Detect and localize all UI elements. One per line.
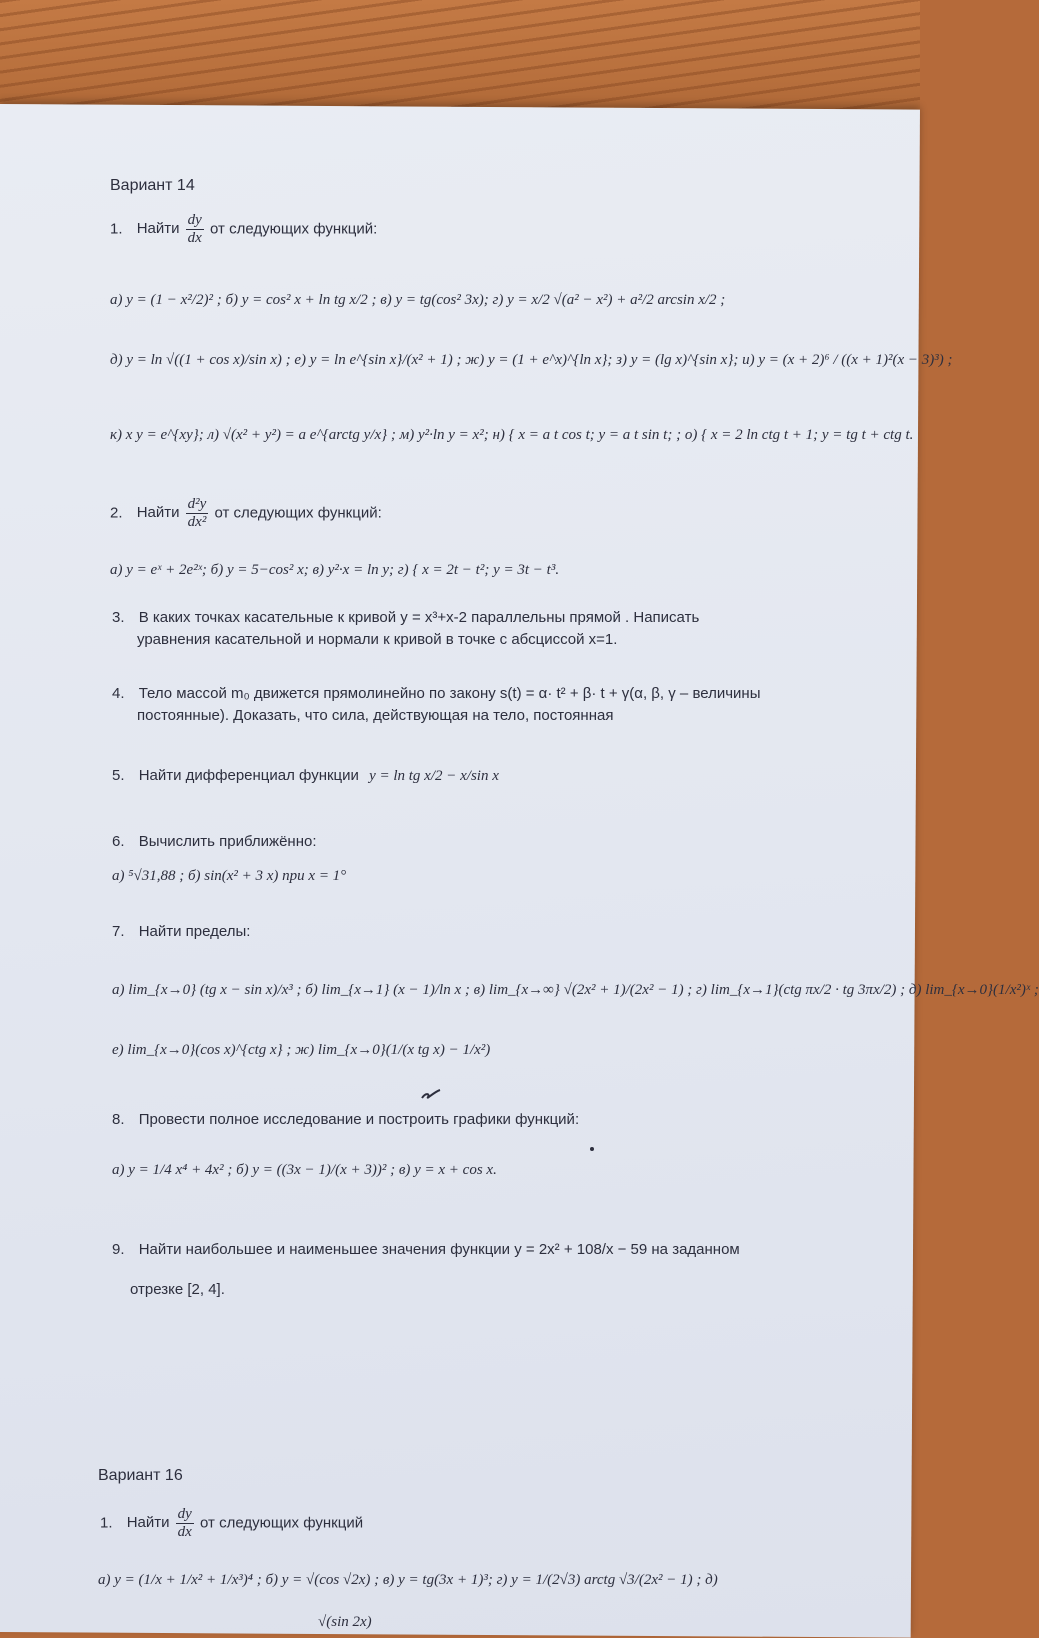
variant-16-title: Вариант 16 — [98, 1467, 183, 1484]
task-4 — [112, 684, 760, 704]
task-4-line-2: постоянные). Доказать, что сила, действующая на тело, постоянная — [137, 707, 614, 724]
task-number: 4. — [112, 685, 125, 702]
task-text: Найти — [136, 504, 180, 522]
ink-mark — [420, 1088, 442, 1100]
fraction-denominator: dx — [177, 1524, 192, 1540]
task-number: 7. — [112, 923, 125, 940]
task-6-row-1: а) ⁵√31,88 ; б) sin(x² + 3 x) при x = 1° — [112, 868, 347, 884]
task-number: 2. — [110, 504, 123, 522]
task-1-row-2: д) y = ln √((1 + cos x)/sin x) ; е) y = ln e^{sin x}/(x² + 1) ; ж) y = (1 + e^x)^{ln x}; з) y = (lg x)^{sin x}; и) y = (x + 2)⁶ / ((x + 1)²(x − 3)³) ; — [110, 352, 953, 368]
task-number: 5. — [112, 767, 125, 784]
task-text: Найти дифференциал функции — [138, 767, 359, 784]
derivative-fraction — [186, 212, 204, 247]
task-text: Тело массой m₀ движется прямолинейно по закону s(t) = α· t² + β· t + γ(α, β, γ – величины — [138, 685, 761, 702]
second-derivative-fraction — [186, 496, 209, 531]
task-3 — [112, 608, 699, 628]
derivative-fraction — [176, 1506, 194, 1541]
task-2-row-1: а) y = eˣ + 2e²ˣ; б) y = 5−cos² x; в) y²·x = ln y; г) { x = 2t − t²; y = 3t − t³. — [110, 562, 560, 578]
variant-16-task-1-row-2: √(sin 2x) — [318, 1614, 372, 1630]
task-formula: y = ln tg x/2 − x/sin x — [369, 768, 499, 784]
task-number: 9. — [112, 1241, 125, 1258]
task-text: Найти — [126, 1514, 170, 1532]
task-3-line-2: уравнения касательной и нормали к кривой в точке с абсциссой x=1. — [137, 631, 618, 648]
task-text: Найти — [136, 220, 180, 238]
task-8 — [112, 1110, 579, 1130]
task-number: 3. — [112, 609, 125, 626]
fraction-denominator: dx — [187, 230, 202, 246]
task-1-row-1: а) y = (1 − x²/2)² ; б) y = cos² x + ln tg x/2 ; в) y = tg(cos² 3x); г) y = x/2 √(a² − x²) + a²/2 arcsin x/2 ; — [110, 292, 726, 308]
task-text: от следующих функций — [200, 1514, 364, 1532]
task-text: Провести полное исследование и построить графики функций: — [138, 1111, 580, 1128]
task-text: Найти наибольшее и наименьшее значения функции y = 2x² + 108/x − 59 на заданном — [138, 1241, 740, 1258]
fraction-numerator: dy — [187, 212, 202, 228]
task-1-row-3: к) x y = e^{xy}; л) √(x² + y²) = a e^{arctg y/x} ; м) y²·ln y = x²; н) { x = a t cos t; y = a t sin t; ; о) { x = 2 ln ctg t + 1; y = tg t + ctg t. — [110, 427, 914, 443]
variant-14-title: Вариант 14 — [110, 177, 195, 194]
fraction-denominator: dx² — [187, 514, 207, 530]
task-1-heading — [110, 212, 377, 247]
task-number: 6. — [112, 833, 125, 850]
task-7-row-2: е) lim_{x→0}(cos x)^{ctg x} ; ж) lim_{x→0}(1/(x tg x) − 1/x²) — [112, 1042, 491, 1058]
task-2-heading — [110, 496, 382, 531]
task-number: 8. — [112, 1111, 125, 1128]
variant-16-task-1-heading — [100, 1506, 363, 1541]
task-number: 1. — [100, 1514, 113, 1532]
task-9 — [112, 1240, 740, 1260]
variant-16-task-1-row-1: а) y = (1/x + 1/x² + 1/x³)⁴ ; б) y = √(cos √2x) ; в) y = tg(3x + 1)³; г) y = 1/(2√3) arctg √3/(2x² − 1) ; д) — [98, 1572, 718, 1588]
task-7 — [112, 922, 250, 942]
fraction-numerator: d²y — [187, 496, 207, 512]
task-number: 1. — [110, 220, 123, 238]
task-8-row-1: а) y = 1/4 x⁴ + 4x² ; б) y = ((3x − 1)/(x + 3))² ; в) y = x + cos x. — [112, 1162, 497, 1178]
task-text: от следующих функций: — [210, 220, 378, 238]
task-text: Найти пределы: — [138, 923, 251, 940]
task-7-row-1: а) lim_{x→0} (tg x − sin x)/x³ ; б) lim_{x→1} (x − 1)/ln x ; в) lim_{x→∞} √(2x² + 1)/(2x² − 1) ; г) lim_{x→1}(ctg πx/2 · tg 3πx/2) ; д) lim_{x→0}(1/x²)ˣ ; — [112, 982, 1039, 998]
task-5 — [112, 766, 499, 786]
task-text: В каких точках касательные к кривой y = x³+x-2 параллельны прямой . Написать — [138, 609, 700, 626]
task-6 — [112, 832, 317, 852]
fraction-numerator: dy — [177, 1506, 192, 1522]
task-text: от следующих функций: — [214, 504, 382, 522]
ink-dot — [590, 1147, 594, 1151]
task-text: Вычислить приближённо: — [138, 833, 317, 850]
task-9-line-2: отрезке [2, 4]. — [130, 1281, 225, 1298]
